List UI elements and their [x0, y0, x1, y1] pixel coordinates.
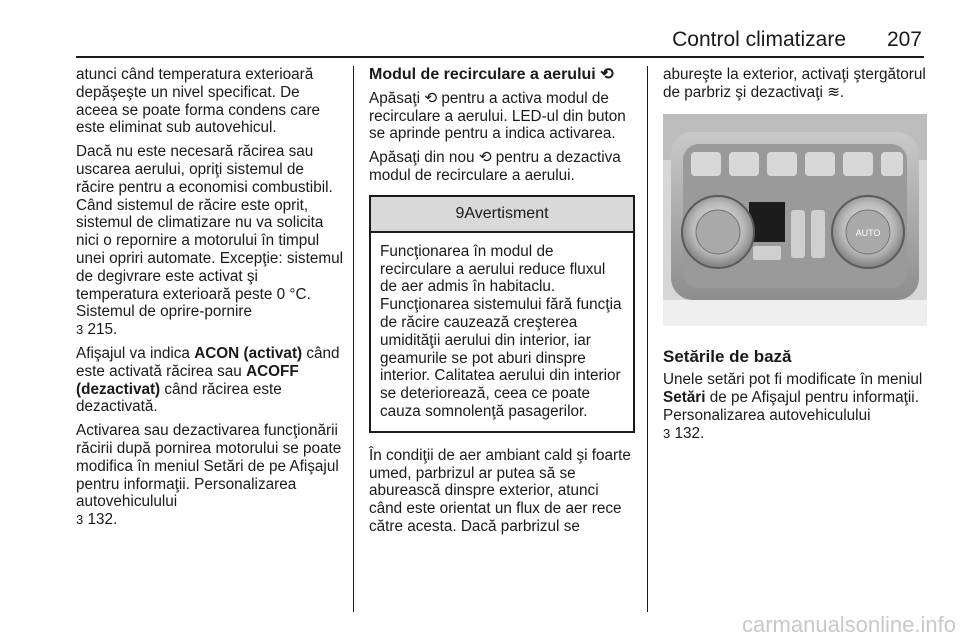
- paragraph: În condiţii de aer ambiant cald şi foarte umed, parbrizul ar putea să se aburească dinspre exterior, atunci când este orientat un flux de aer rece către acesta. Dacă parbrizul se: [369, 446, 631, 535]
- warning-text: Funcţionarea în modul de recirculare a aerului reduce fluxul de aer admis în habitaclu. Funcţionarea sistemului fără funcţia de răcire cauzează creşterea umidităţii aerului din interior, iar geamurile se pot aburi dinspre interior. Calitatea aerului din interior se deteriorează, ceea ce poate cauza somnolenţă pasagerilor.: [380, 242, 622, 420]
- recirculation-icon: ⟲: [424, 89, 438, 107]
- paragraph-text: pentru a activa modul de recirculare a aerului. LED-ul din buton se aprinde pentru a indica activarea.: [369, 89, 626, 143]
- paragraph-text: pentru a dezactiva modul de recirculare a aerului.: [369, 149, 621, 184]
- paragraph-text: Apăsaţi din nou: [369, 149, 479, 167]
- header-rule: [76, 56, 924, 58]
- column-middle: [369, 66, 635, 542]
- paragraph-text: abureşte la exterior, activaţi ştergătorul de parbriz şi dezactivaţi: [663, 66, 926, 101]
- page-reference-link[interactable]: 132.: [87, 511, 118, 529]
- paragraph: atunci când temperatura exterioară depăşeşte un nivel specificat. De aceea se poate forma condens care este eliminat sub autovehicul.: [76, 66, 321, 137]
- paragraph-text: Activarea sau dezactivarea funcţionării răcirii după pornirea motorului se poate modifica în meniul Setări de pe Afişajul pentru informaţii. Personalizarea autovehiculului: [76, 422, 342, 511]
- paragraph: [369, 149, 635, 185]
- paragraph: [76, 143, 344, 339]
- paragraph-text: când este activată răcirea sau: [76, 344, 340, 380]
- page-reference-link[interactable]: 215.: [87, 321, 118, 339]
- reference-arrow-icon: 3: [76, 512, 84, 528]
- section-title: [369, 66, 635, 84]
- paragraph-text: de pe Afişajul pentru informaţii. Personalizarea autovehiculului: [663, 389, 919, 424]
- paragraph-text: Apăsaţi: [369, 89, 425, 107]
- paragraph: [663, 371, 927, 442]
- page-header: [76, 26, 924, 56]
- paragraph-text: Dacă nu este necesară răcirea sau uscarea aerului, opriţi sistemul de răcire pentru a economisi combustibil. Când sistemul de răcire este oprit, sistemul de climatizare nu va solicita nici o repornire a motorului în timpul unei opriri automate. Excepţie: sistemul de degivrare este activat şi temperatura exterioară peste 0 °C. Sistemul de oprire-pornire: [76, 143, 343, 321]
- watermark: carmanualsonline.info: [741, 612, 956, 637]
- paragraph-text: Afişajul va indica: [76, 344, 195, 362]
- warning-icon: 9: [455, 204, 465, 222]
- paragraph: abureşte la exterior, activaţi ştergătorul de parbriz şi dezactivaţi ≋.: [663, 66, 926, 101]
- warning-title: Avertisment: [464, 204, 549, 222]
- section-title: Setările de bază: [663, 346, 792, 366]
- page-title: Control climatizare: [672, 28, 846, 51]
- page-number: 207: [886, 28, 922, 51]
- paragraph: [369, 90, 635, 143]
- column-divider: [353, 66, 354, 612]
- column-divider: [647, 66, 648, 612]
- reference-arrow-icon: 3: [76, 322, 84, 338]
- warning-box: [369, 195, 635, 433]
- recirculation-icon: ⟲: [478, 149, 492, 167]
- paragraph-text: când răcirea este dezactivată.: [76, 380, 282, 416]
- column-left: [76, 66, 344, 535]
- paragraph: [76, 422, 344, 529]
- reference-arrow-icon: 3: [663, 425, 671, 441]
- page-reference-link[interactable]: 132.: [674, 424, 705, 442]
- warning-header: [371, 197, 633, 233]
- windscreen-wiper-icon: ≋: [827, 83, 840, 101]
- column-right: [663, 66, 927, 449]
- menu-label-setari: Setări: [663, 389, 706, 407]
- section-title-text: Modul de recirculare a aerului: [369, 66, 596, 83]
- display-label-acon: ACON (activat): [194, 344, 303, 362]
- paragraph-text: Unele setări pot fi modificate în meniul: [663, 371, 923, 389]
- climate-control-panel-photo: [663, 114, 927, 326]
- recirculation-icon: ⟲: [600, 66, 614, 83]
- auto-knob-label: AUTO: [855, 227, 881, 238]
- display-label-acoff: ACOFF (dezactivat): [76, 362, 299, 398]
- paragraph: [76, 345, 344, 416]
